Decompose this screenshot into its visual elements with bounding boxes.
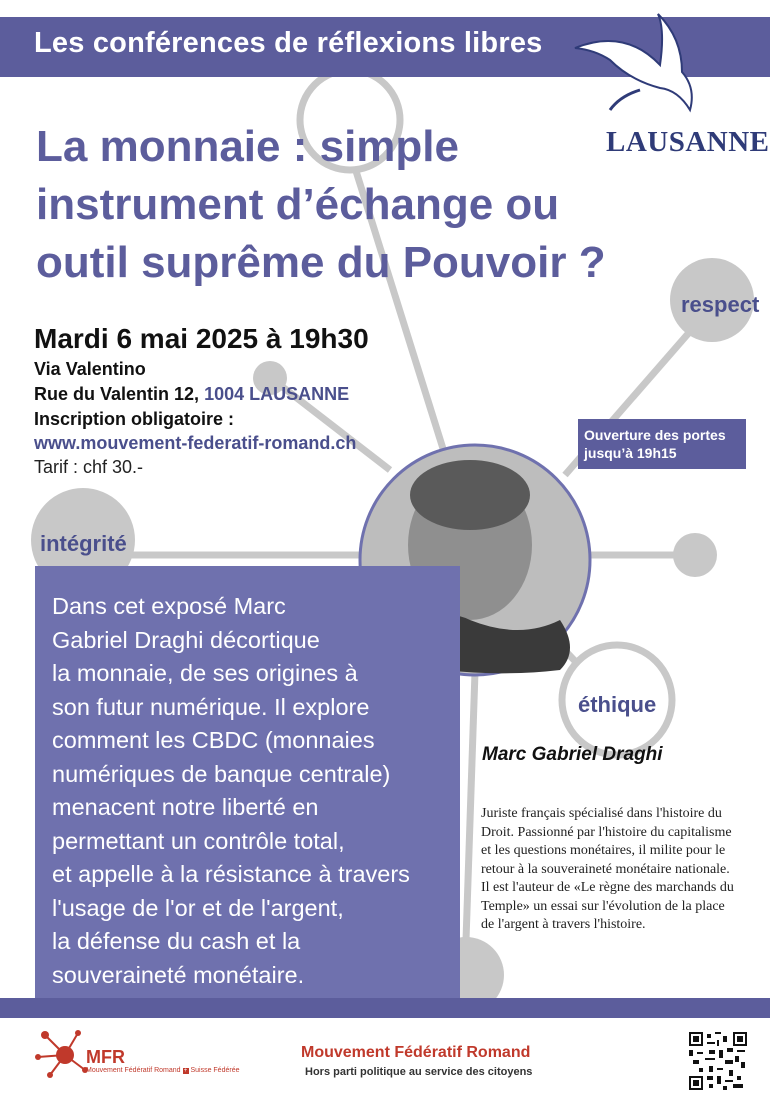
dove-icon (570, 10, 705, 115)
swiss-cross-icon: + (183, 1068, 188, 1074)
logo-city: LAUSANNE (606, 126, 770, 158)
speaker-bio: Juriste français spécialisé dans l'histoire du Droit. Passionné par l'histoire du capitalisme et les questions monétaires, il milite pour le retour à la souveraineté monétaire nationale. Il est l'auteur de «Le règne des marchands du Temple» un essai sur l'évolution de la place de l'argent à travers l'histoire. (481, 806, 734, 932)
footer-org-name: Mouvement Fédératif Romand (301, 1044, 531, 1061)
network-logo-icon (30, 1025, 90, 1095)
speaker-name: Marc Gabriel Draghi (482, 744, 663, 765)
banner-title: Les conférences de réflexions libres (34, 27, 543, 59)
address-city: 1004 LAUSANNE (204, 384, 350, 404)
footer-tagline: Hors parti politique au service des citoyens (305, 1066, 533, 1078)
venue-address (34, 384, 349, 405)
website-link[interactable]: www.mouvement-federatif-romand.ch (34, 433, 357, 453)
description-text: Dans cet exposé Marc Gabriel Draghi décortique la monnaie, de ses origines à son futur numérique. Il explore comment les CBDC (monnaies numériques de banque centrale) menacent notre liberté en permettant un contrôle total, et appelle à la résistance à travers l'usage de l'or et de l'argent, la défense du cash et la souveraineté monétaire. (52, 593, 410, 988)
footer-logo-sub-2: Suisse Fédérée (190, 1067, 240, 1074)
bottom-bar (0, 998, 770, 1018)
value-ethics: éthique (578, 692, 657, 717)
title-line: La monnaie : simple (36, 122, 459, 171)
footer-logo-sub (86, 1067, 239, 1074)
footer-logo-text: MFR (86, 1047, 125, 1067)
value-integrity: intégrité (40, 531, 127, 556)
qr-code-icon[interactable] (689, 1032, 747, 1090)
footer-logo-sub-1: Mouvement Fédératif Romand (86, 1067, 181, 1074)
address-street: Rue du Valentin 12, (34, 384, 200, 404)
doors-notice: Ouverture des portes jusqu’à 19h15 (578, 419, 746, 469)
event-date: Mardi 6 mai 2025 à 19h30 (34, 323, 369, 354)
title-line: instrument d’échange ou (36, 180, 560, 229)
price: Tarif : chf 30.- (34, 457, 144, 477)
value-respect: respect (681, 292, 760, 317)
venue-name: Via Valentino (34, 359, 146, 379)
event-title (36, 118, 636, 292)
title-line: outil suprême du Pouvoir ? (36, 238, 606, 287)
registration-label: Inscription obligatoire : (34, 409, 235, 429)
small-circle-right (673, 533, 717, 577)
